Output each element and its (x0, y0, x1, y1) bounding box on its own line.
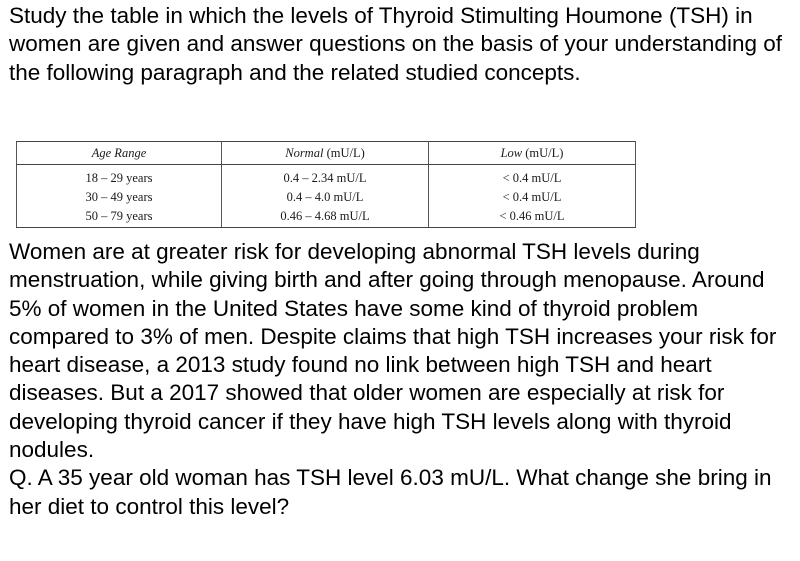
table-cell: 0.4 – 4.0 mU/L (286, 190, 364, 204)
table-cell: 0.4 – 2.34 mU/L (283, 171, 367, 185)
question-text: Q. A 35 year old woman has TSH level 6.03 mU/L. What change she bring in her diet to control this level? (9, 465, 772, 519)
header-age-range: Age Range (17, 142, 222, 165)
low-column (429, 165, 636, 228)
table-cell: 18 – 29 years (85, 171, 153, 185)
header-normal: Normal (mU/L) (222, 142, 429, 165)
intro-paragraph: Study the table in which the levels of Thyroid Stimulting Houmone (TSH) in women are given and answer questions on the basis of your understanding of the following paragraph and the related studied concepts. (9, 3, 782, 85)
table-cell: 30 – 49 years (85, 190, 153, 204)
age-range-column (17, 165, 222, 228)
table-cell: < 0.46 mU/L (499, 209, 565, 223)
table-cell: 0.46 – 4.68 mU/L (280, 209, 370, 223)
normal-column (222, 165, 429, 228)
table-cell: < 0.4 mU/L (502, 190, 562, 204)
content-block (9, 238, 797, 521)
table-cell: < 0.4 mU/L (502, 171, 562, 185)
tsh-levels-table (16, 141, 634, 228)
table-header-row (17, 142, 636, 165)
table-body (17, 165, 636, 228)
body-paragraph: Women are at greater risk for developing abnormal TSH levels during menstruation, while giving birth and after going through menopause. Around 5% of women in the United States have some kind of thyroid problem compared to 3% of men. Despite claims that high TSH increases your risk for heart disease, a 2013 study found no link between high TSH and heart diseases. But a 2017 showed that older women are especially at risk for developing thyroid cancer if they have high TSH levels along with thyroid nodules. (9, 239, 777, 463)
header-low: Low (mU/L) (429, 142, 636, 165)
table-cell: 50 – 79 years (85, 209, 153, 223)
